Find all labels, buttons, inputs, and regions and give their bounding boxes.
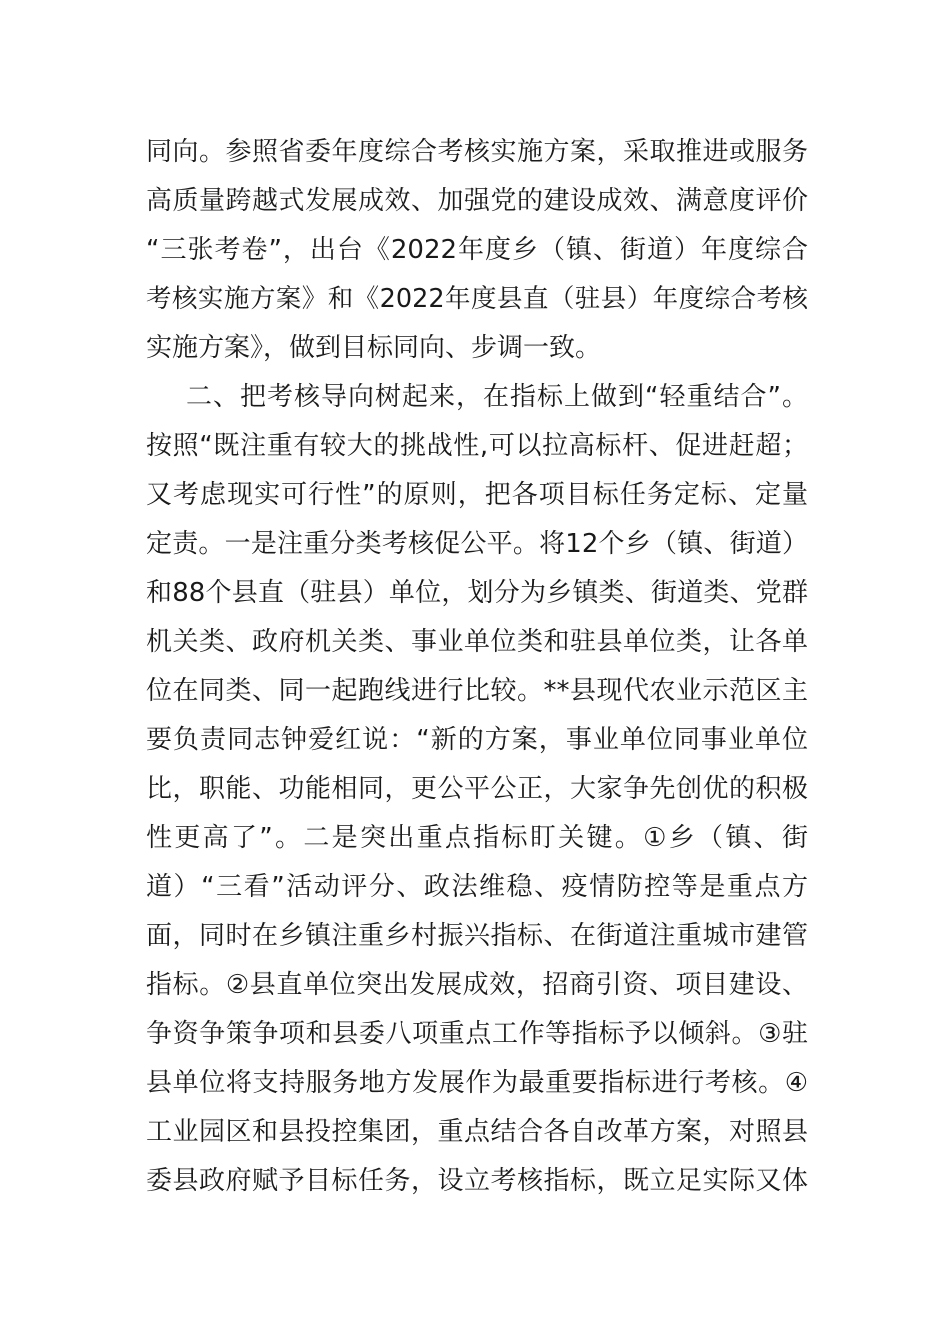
text-line: 机关类、政府机关类、事业单位类和驻县单位类，让各单 [146,627,808,657]
text-line: 高质量跨越式发展成效、加强党的建设成效、满意度评价 [146,186,808,216]
text-line: 要负责同志钟爱红说：“新的方案，事业单位同事业单位 [146,725,808,755]
text-line: 委县政府赋予目标任务，设立考核指标，既立足实际又体 [146,1166,808,1196]
body-text [146,128,808,1206]
text-line: 按照“既注重有较大的挑战性,可以拉高标杆、促进赶超； [146,431,808,461]
text-line: “三张考卷”，出台《2022年度乡（镇、街道）年度综合 [146,235,808,265]
text-line: 性更高了”。二是突出重点指标盯关键。①乡（镇、街 [146,823,808,853]
text-line: 指标。②县直单位突出发展成效，招商引资、项目建设、 [146,970,808,1000]
section-heading-line: 二、把考核导向树起来，在指标上做到“轻重结合”。 [186,382,808,412]
text-line: 争资争策争项和县委八项重点工作等指标予以倾斜。③驻 [146,1019,808,1049]
text-line: 定责。一是注重分类考核促公平。将12个乡（镇、街道） [146,529,808,559]
text-line: 同向。参照省委年度综合考核实施方案，采取推进或服务 [146,137,808,167]
text-line: 和88个县直（驻县）单位，划分为乡镇类、街道类、党群 [146,578,808,608]
text-line: 比，职能、功能相同，更公平公正，大家争先创优的积极 [146,774,808,804]
text-line: 工业园区和县投控集团，重点结合各自改革方案，对照县 [146,1117,808,1147]
text-line: 县单位将支持服务地方发展作为最重要指标进行考核。④ [146,1068,808,1098]
text-line: 考核实施方案》和《2022年度县直（驻县）年度综合考核 [146,284,808,314]
text-line: 道）“三看”活动评分、政法维稳、疫情防控等是重点方 [146,872,808,902]
text-line: 实施方案》，做到目标同向、步调一致。 [146,333,602,363]
text-line: 面，同时在乡镇注重乡村振兴指标、在街道注重城市建管 [146,921,808,951]
text-line: 位在同类、同一起跑线进行比较。**县现代农业示范区主 [146,676,808,706]
text-line: 又考虑现实可行性”的原则，把各项目标任务定标、定量 [146,480,808,510]
